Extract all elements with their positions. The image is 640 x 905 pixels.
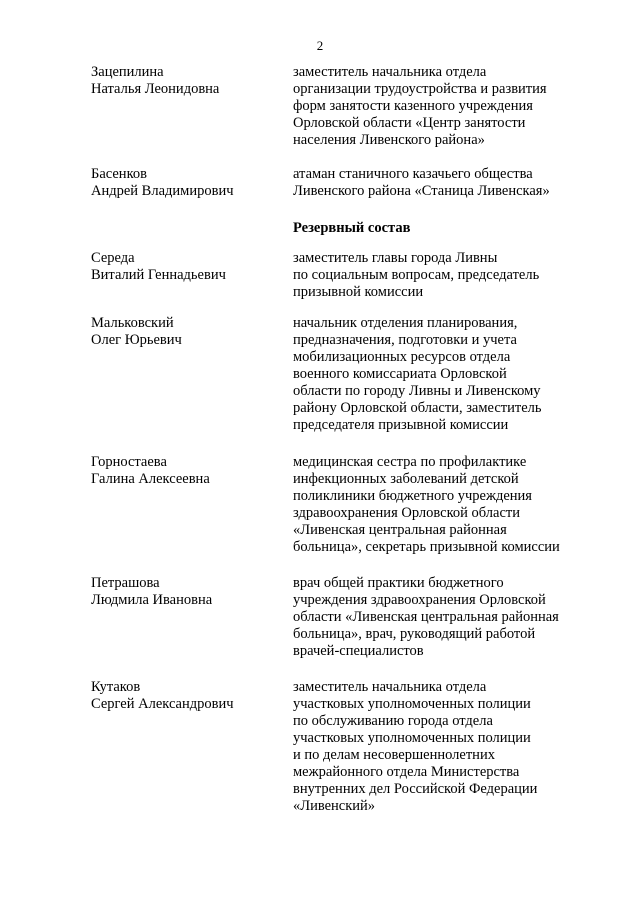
surname: Зацепилина [91, 64, 164, 80]
role-line: Орловской области «Центр занятости [293, 115, 526, 131]
role-line: Ливенского района «Станица Ливенская» [293, 183, 550, 199]
surname: Басенков [91, 166, 147, 182]
role-line: области по городу Ливны и Ливенскому [293, 383, 541, 399]
role-line: и по делам несовершеннолетних [293, 747, 495, 763]
surname: Мальковский [91, 315, 174, 331]
role-line: предназначения, подготовки и учета [293, 332, 517, 348]
person-name [91, 679, 276, 713]
person-role [293, 250, 593, 301]
role-line: населения Ливенского района» [293, 132, 485, 148]
role-line: организации трудоустройства и развития [293, 81, 547, 97]
role-line: председателя призывной комиссии [293, 417, 509, 433]
person-name [91, 575, 276, 609]
role-line: заместитель главы города Ливны [293, 250, 498, 266]
person-role [293, 64, 593, 149]
role-line: внутренних дел Российской Федерации [293, 781, 538, 797]
person-name [91, 64, 276, 98]
role-line: «Ливенский» [293, 798, 376, 814]
role-line: медицинская сестра по профилактике [293, 454, 527, 470]
person-name [91, 315, 276, 349]
role-line: форм занятости казенного учреждения [293, 98, 533, 114]
given-names: Виталий Геннадьевич [91, 267, 226, 283]
person-role [293, 679, 593, 815]
role-line: заместитель начальника отдела [293, 679, 487, 695]
surname: Петрашова [91, 575, 160, 591]
role-line: «Ливенская центральная районная [293, 522, 507, 538]
role-line: врач общей практики бюджетного [293, 575, 504, 591]
role-line: поликлиники бюджетного учреждения [293, 488, 532, 504]
role-line: мобилизационных ресурсов отдела [293, 349, 511, 365]
given-names: Сергей Александрович [91, 696, 234, 712]
role-line: призывной комиссии [293, 284, 424, 300]
role-line: по социальным вопросам, председатель [293, 267, 540, 283]
role-line: участковых уполномоченных полиции [293, 696, 531, 712]
role-line: здравоохранения Орловской области [293, 505, 520, 521]
surname: Горностаева [91, 454, 167, 470]
person-role [293, 454, 593, 556]
given-names: Олег Юрьевич [91, 332, 182, 348]
person-role [293, 166, 593, 200]
person-role [293, 575, 593, 660]
role-line: участковых уполномоченных полиции [293, 730, 531, 746]
role-line: больница», секретарь призывной комиссии [293, 539, 560, 555]
role-line: учреждения здравоохранения Орловской [293, 592, 546, 608]
section-title: Резервный состав [293, 220, 411, 236]
role-line: району Орловской области, заместитель [293, 400, 542, 416]
role-line: начальник отделения планирования, [293, 315, 518, 331]
role-line: врачей-специалистов [293, 643, 424, 659]
given-names: Андрей Владимирович [91, 183, 234, 199]
page-number: 2 [316, 38, 324, 53]
given-names: Людмила Ивановна [91, 592, 213, 608]
role-line: инфекционных заболеваний детской [293, 471, 519, 487]
person-role [293, 315, 593, 434]
person-name [91, 454, 276, 488]
given-names: Галина Алексеевна [91, 471, 210, 487]
role-line: заместитель начальника отдела [293, 64, 487, 80]
given-names: Наталья Леонидовна [91, 81, 220, 97]
role-line: межрайонного отдела Министерства [293, 764, 520, 780]
role-line: больница», врач, руководящий работой [293, 626, 536, 642]
person-name [91, 166, 276, 200]
role-line: атаман станичного казачьего общества [293, 166, 533, 182]
role-line: военного комиссариата Орловской [293, 366, 507, 382]
role-line: области «Ливенская центральная районная [293, 609, 559, 625]
role-line: по обслуживанию города отдела [293, 713, 493, 729]
surname: Кутаков [91, 679, 141, 695]
person-name [91, 250, 276, 284]
surname: Середа [91, 250, 135, 266]
